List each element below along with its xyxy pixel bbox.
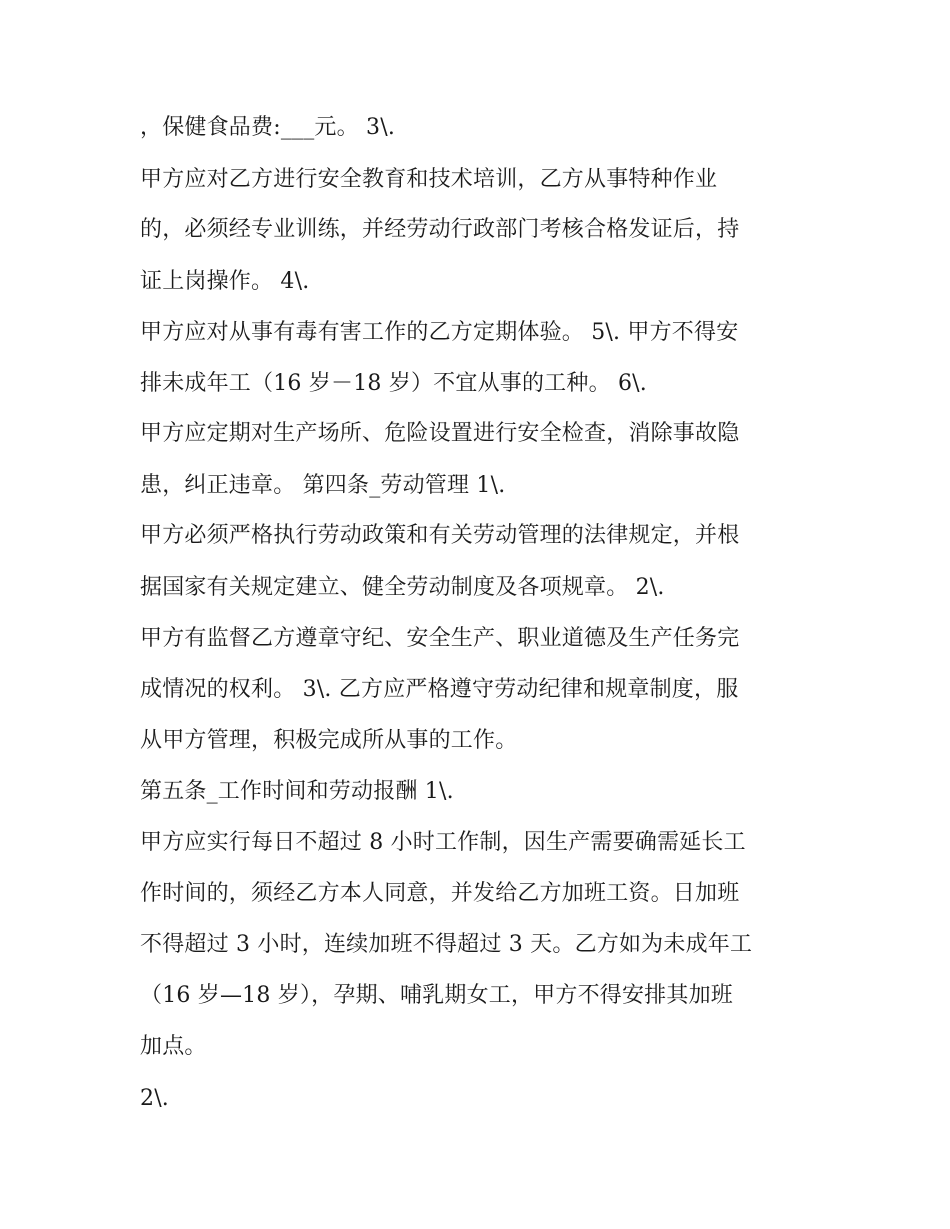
text-line: 甲方有监督乙方遵章守纪、安全生产、职业道德及生产任务完	[140, 626, 740, 651]
text-line: 成情况的权利。 3\. 乙方应严格遵守劳动纪律和规章制度，服	[140, 677, 739, 702]
text-line: 不得超过 3 小时，连续加班不得超过 3 天。乙方如为未成年工	[140, 932, 753, 957]
text-line: 甲方应实行每日不超过 8 小时工作制，因生产需要确需延长工	[140, 830, 746, 855]
text-line: 2\.	[140, 1086, 170, 1111]
text-line: 甲方应对从事有毒有害工作的乙方定期体验。 5\. 甲方不得安	[140, 320, 739, 345]
text-line: 排未成年工（16 岁－18 岁）不宜从事的工种。 6\.	[140, 371, 647, 396]
text-line: 据国家有关规定建立、健全劳动制度及各项规章。 2\.	[140, 575, 665, 600]
text-line: 的，必须经专业训练，并经劳动行政部门考核合格发证后，持	[140, 217, 740, 242]
text-line: （16 岁—18 岁），孕期、哺乳期女工，甲方不得安排其加班	[140, 983, 733, 1008]
text-line: 证上岗操作。 4\.	[140, 269, 310, 294]
text-line: 患，纠正违章。 第四条_劳动管理 1\.	[140, 473, 506, 498]
text-line: 甲方应定期对生产场所、危险设置进行安全检查，消除事故隐	[140, 421, 740, 446]
text-line: 甲方应对乙方进行安全教育和技术培训，乙方从事特种作业	[140, 167, 718, 192]
text-line: 第五条_工作时间和劳动报酬 1\.	[140, 779, 454, 804]
text-line: 甲方必须严格执行劳动政策和有关劳动管理的法律规定，并根	[140, 523, 740, 548]
text-line: 作时间的，须经乙方本人同意，并发给乙方加班工资。日加班	[140, 881, 740, 906]
text-line: 加点。	[140, 1034, 207, 1059]
text-line: 从甲方管理，积极完成所从事的工作。	[140, 728, 518, 753]
text-line: ，保健食品费:___元。 3\.	[140, 115, 396, 140]
